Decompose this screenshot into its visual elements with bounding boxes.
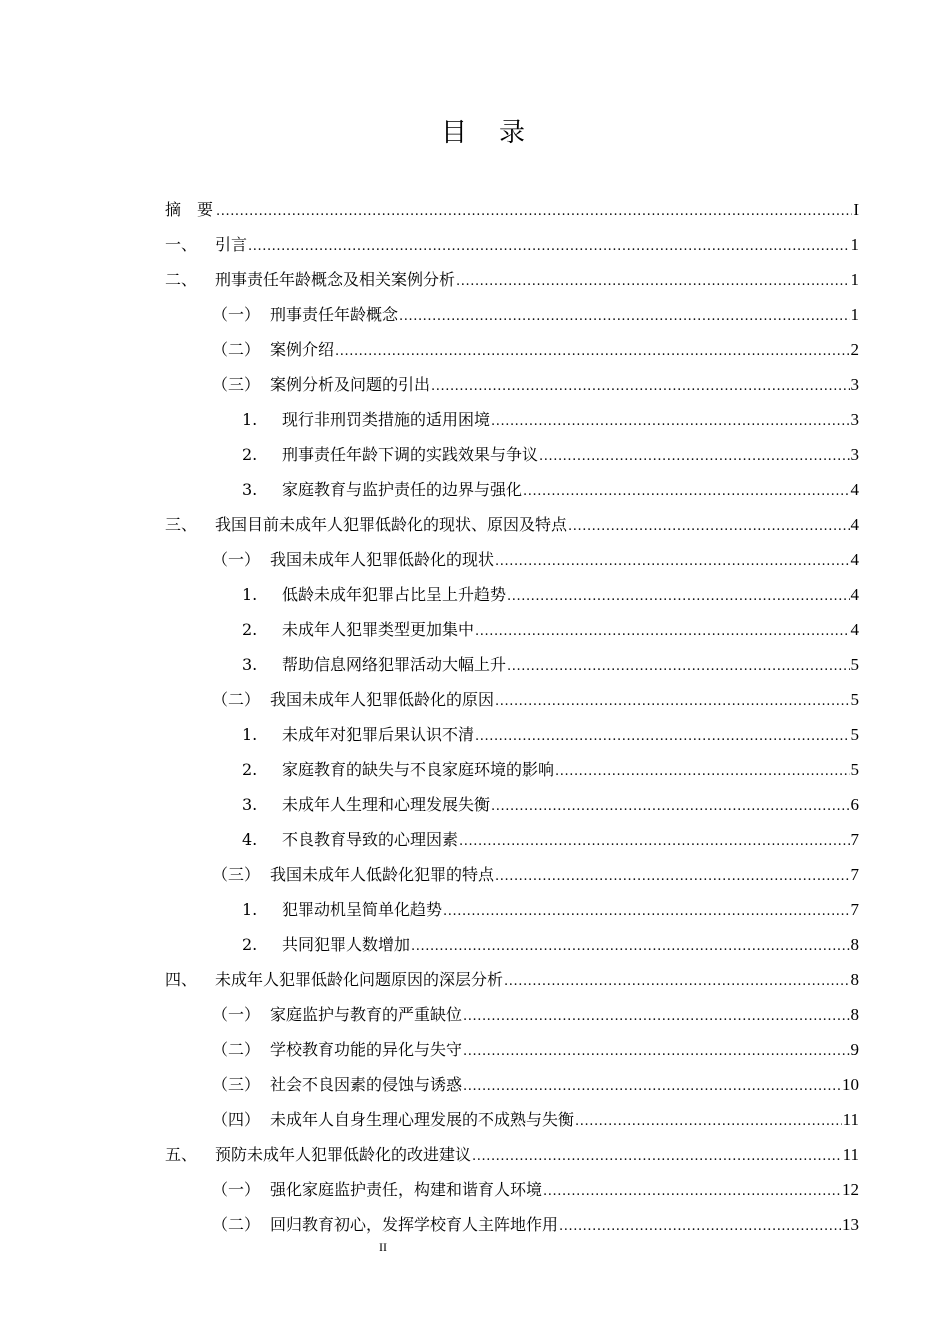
- toc-entry-title: 预防未成年人犯罪低龄化的改进建议: [215, 1145, 472, 1164]
- toc-dot-leader: [507, 579, 849, 614]
- toc-dot-leader: [539, 439, 849, 474]
- toc-entry[interactable]: [165, 682, 859, 717]
- toc-dot-leader: [575, 1104, 842, 1139]
- toc-entry-number: （二）: [212, 690, 261, 709]
- toc-dot-leader: [568, 509, 849, 544]
- toc-entry-page: 6: [850, 795, 859, 814]
- toc-entry-page: 8: [850, 1005, 859, 1024]
- toc-entry-title: 强化家庭监护责任，构建和谐育人环境: [270, 1180, 543, 1199]
- toc-entry-number: 2.: [242, 935, 258, 954]
- toc-entry-number: （一）: [212, 1005, 261, 1024]
- toc-entry-number: （一）: [212, 1180, 261, 1199]
- toc-entry-title: 案例分析及问题的引出: [270, 375, 431, 394]
- toc-entry[interactable]: [165, 857, 859, 892]
- toc-entry-number: （三）: [212, 375, 261, 394]
- toc-entry[interactable]: [165, 297, 859, 332]
- toc-entry-title: 我国未成年人低龄化犯罪的特点: [270, 865, 495, 884]
- toc-entry-title: 案例介绍: [270, 340, 335, 359]
- toc-entry-number: 1.: [242, 725, 258, 744]
- toc-entry-title: 帮助信息网络犯罪活动大幅上升: [282, 655, 507, 674]
- toc-entry-number: 2.: [242, 620, 258, 639]
- toc-entry-page: 3: [850, 375, 859, 394]
- toc-entry-number: 3.: [242, 655, 258, 674]
- toc-entry-title: 我国目前未成年人犯罪低龄化的现状、原因及特点: [215, 515, 568, 534]
- toc-entry-title: 家庭教育与监护责任的边界与强化: [282, 480, 523, 499]
- toc-entry-title: 学校教育功能的异化与失守: [270, 1040, 463, 1059]
- table-of-contents: [165, 192, 859, 1242]
- toc-entry-number: 三、: [165, 515, 198, 534]
- toc-entry-page: 10: [842, 1075, 859, 1094]
- toc-entry-title: 家庭监护与教育的严重缺位: [270, 1005, 463, 1024]
- toc-entry-title: 未成年人自身生理心理发展的不成熟与失衡: [270, 1110, 575, 1129]
- toc-dot-leader: [459, 824, 849, 859]
- toc-entry[interactable]: [165, 227, 859, 262]
- toc-entry[interactable]: [165, 332, 859, 367]
- toc-dot-leader: [216, 194, 852, 229]
- toc-entry-number: 2.: [242, 445, 258, 464]
- toc-entry-title: 共同犯罪人数增加: [282, 935, 411, 954]
- toc-entry-title: 现行非刑罚类措施的适用困境: [282, 410, 491, 429]
- toc-dot-leader: [411, 929, 849, 964]
- toc-entry-page: 4: [850, 585, 859, 604]
- toc-entry-number: （二）: [212, 340, 261, 359]
- toc-entry-title: 回归教育初心，发挥学校育人主阵地作用: [270, 1215, 559, 1234]
- toc-entry-page: 5: [850, 655, 859, 674]
- toc-entry-number: 2.: [242, 760, 258, 779]
- toc-entry-number: （三）: [212, 1075, 261, 1094]
- page-number-footer: II: [379, 1240, 387, 1254]
- toc-entry[interactable]: [165, 717, 859, 752]
- toc-entry-title: 我国未成年人犯罪低龄化的现状: [270, 550, 495, 569]
- toc-entry-page: 12: [842, 1180, 859, 1199]
- toc-entry-page: 4: [850, 480, 859, 499]
- toc-entry[interactable]: [165, 542, 859, 577]
- toc-entry[interactable]: [165, 927, 859, 962]
- toc-entry[interactable]: [165, 1032, 859, 1067]
- toc-entry-title: 刑事责任年龄概念: [270, 305, 399, 324]
- toc-entry-page: 11: [842, 1110, 859, 1129]
- toc-entry-page: 1: [850, 305, 859, 324]
- toc-entry-page: 2: [850, 340, 859, 359]
- toc-entry[interactable]: [165, 402, 859, 437]
- toc-entry[interactable]: [165, 822, 859, 857]
- toc-entry[interactable]: [165, 577, 859, 612]
- toc-entry-title: 刑事责任年龄概念及相关案例分析: [215, 270, 456, 289]
- toc-entry[interactable]: [165, 892, 859, 927]
- toc-entry-number: 4.: [242, 830, 258, 849]
- toc-dot-leader: [504, 964, 849, 999]
- toc-entry-page: 4: [850, 620, 859, 639]
- toc-dot-leader: [335, 334, 849, 369]
- toc-entry-page: 13: [842, 1215, 859, 1234]
- toc-dot-leader: [495, 859, 849, 894]
- toc-entry[interactable]: [165, 367, 859, 402]
- toc-dot-leader: [443, 894, 849, 929]
- toc-entry-page: 5: [850, 725, 859, 744]
- toc-entry-page: 7: [850, 900, 859, 919]
- toc-entry-title: 未成年人生理和心理发展失衡: [282, 795, 491, 814]
- toc-entry[interactable]: [165, 612, 859, 647]
- toc-entry-number: 五、: [165, 1145, 198, 1164]
- toc-entry[interactable]: [165, 262, 859, 297]
- toc-entry-title: 犯罪动机呈简单化趋势: [282, 900, 443, 919]
- page-title: 目录: [440, 118, 557, 148]
- toc-dot-leader: [495, 544, 849, 579]
- toc-entry-number: 1.: [242, 410, 258, 429]
- toc-dot-leader: [559, 1209, 841, 1244]
- toc-entry[interactable]: [165, 437, 859, 472]
- toc-entry-page: 8: [850, 935, 859, 954]
- toc-entry-number: （三）: [212, 865, 261, 884]
- toc-dot-leader: [456, 264, 849, 299]
- toc-entry[interactable]: [165, 997, 859, 1032]
- toc-entry-page: 5: [850, 760, 859, 779]
- toc-entry-page: 4: [850, 550, 859, 569]
- toc-entry-page: 3: [850, 410, 859, 429]
- toc-entry-page: 3: [850, 445, 859, 464]
- toc-entry-page: 5: [850, 690, 859, 709]
- toc-entry[interactable]: [165, 752, 859, 787]
- toc-entry-page: 4: [850, 515, 859, 534]
- toc-entry[interactable]: [165, 472, 859, 507]
- toc-dot-leader: [543, 1174, 841, 1209]
- toc-dot-leader: [523, 474, 849, 509]
- toc-entry-title: 我国未成年人犯罪低龄化的原因: [270, 690, 495, 709]
- toc-dot-leader: [495, 684, 849, 719]
- toc-entry-page: 11: [842, 1145, 859, 1164]
- toc-entry-title: 家庭教育的缺失与不良家庭环境的影响: [282, 760, 555, 779]
- toc-entry[interactable]: [165, 507, 859, 542]
- toc-entry[interactable]: [165, 1137, 859, 1172]
- toc-entry[interactable]: [165, 1102, 859, 1137]
- toc-entry-title: 刑事责任年龄下调的实践效果与争议: [282, 445, 539, 464]
- toc-entry[interactable]: [165, 1172, 859, 1207]
- toc-dot-leader: [491, 789, 849, 824]
- toc-entry-number: 四、: [165, 970, 198, 989]
- toc-entry-number: （一）: [212, 550, 261, 569]
- toc-entry[interactable]: [165, 962, 859, 997]
- toc-entry-page: I: [853, 200, 859, 219]
- toc-entry-number: （二）: [212, 1215, 261, 1234]
- toc-entry-title: 未成年人犯罪低龄化问题原因的深层分析: [215, 970, 504, 989]
- toc-entry-number: 一、: [165, 235, 198, 254]
- toc-dot-leader: [507, 649, 849, 684]
- toc-dot-leader: [463, 999, 849, 1034]
- toc-entry-number: （二）: [212, 1040, 261, 1059]
- toc-entry-number: 3.: [242, 795, 258, 814]
- toc-dot-leader: [472, 1139, 842, 1174]
- toc-entry-page: 8: [850, 970, 859, 989]
- toc-entry-page: 1: [850, 235, 859, 254]
- toc-entry[interactable]: [165, 192, 859, 227]
- toc-dot-leader: [491, 404, 849, 439]
- toc-entry-page: 7: [850, 865, 859, 884]
- toc-dot-leader: [463, 1034, 849, 1069]
- toc-entry-number: 摘 要: [165, 200, 214, 219]
- toc-entry[interactable]: [165, 787, 859, 822]
- toc-dot-leader: [248, 229, 849, 264]
- toc-dot-leader: [475, 719, 849, 754]
- toc-entry-number: （一）: [212, 305, 261, 324]
- toc-entry[interactable]: [165, 647, 859, 682]
- toc-dot-leader: [475, 614, 849, 649]
- toc-entry-title: 社会不良因素的侵蚀与诱惑: [270, 1075, 463, 1094]
- toc-entry-number: 1.: [242, 900, 258, 919]
- toc-entry-title: 低龄未成年犯罪占比呈上升趋势: [282, 585, 507, 604]
- toc-entry-title: 引言: [215, 235, 248, 254]
- toc-entry[interactable]: [165, 1207, 859, 1242]
- toc-entry-number: 1.: [242, 585, 258, 604]
- toc-entry-title: 未成年人犯罪类型更加集中: [282, 620, 475, 639]
- toc-entry-number: 二、: [165, 270, 198, 289]
- toc-dot-leader: [399, 299, 849, 334]
- toc-dot-leader: [463, 1069, 841, 1104]
- toc-dot-leader: [431, 369, 849, 404]
- toc-entry[interactable]: [165, 1067, 859, 1102]
- toc-entry-number: 3.: [242, 480, 258, 499]
- toc-entry-page: 9: [850, 1040, 859, 1059]
- toc-entry-title: 未成年对犯罪后果认识不清: [282, 725, 475, 744]
- toc-entry-number: （四）: [212, 1110, 261, 1129]
- toc-entry-title: 不良教育导致的心理因素: [282, 830, 459, 849]
- toc-dot-leader: [555, 754, 849, 789]
- toc-entry-page: 7: [850, 830, 859, 849]
- toc-entry-page: 1: [850, 270, 859, 289]
